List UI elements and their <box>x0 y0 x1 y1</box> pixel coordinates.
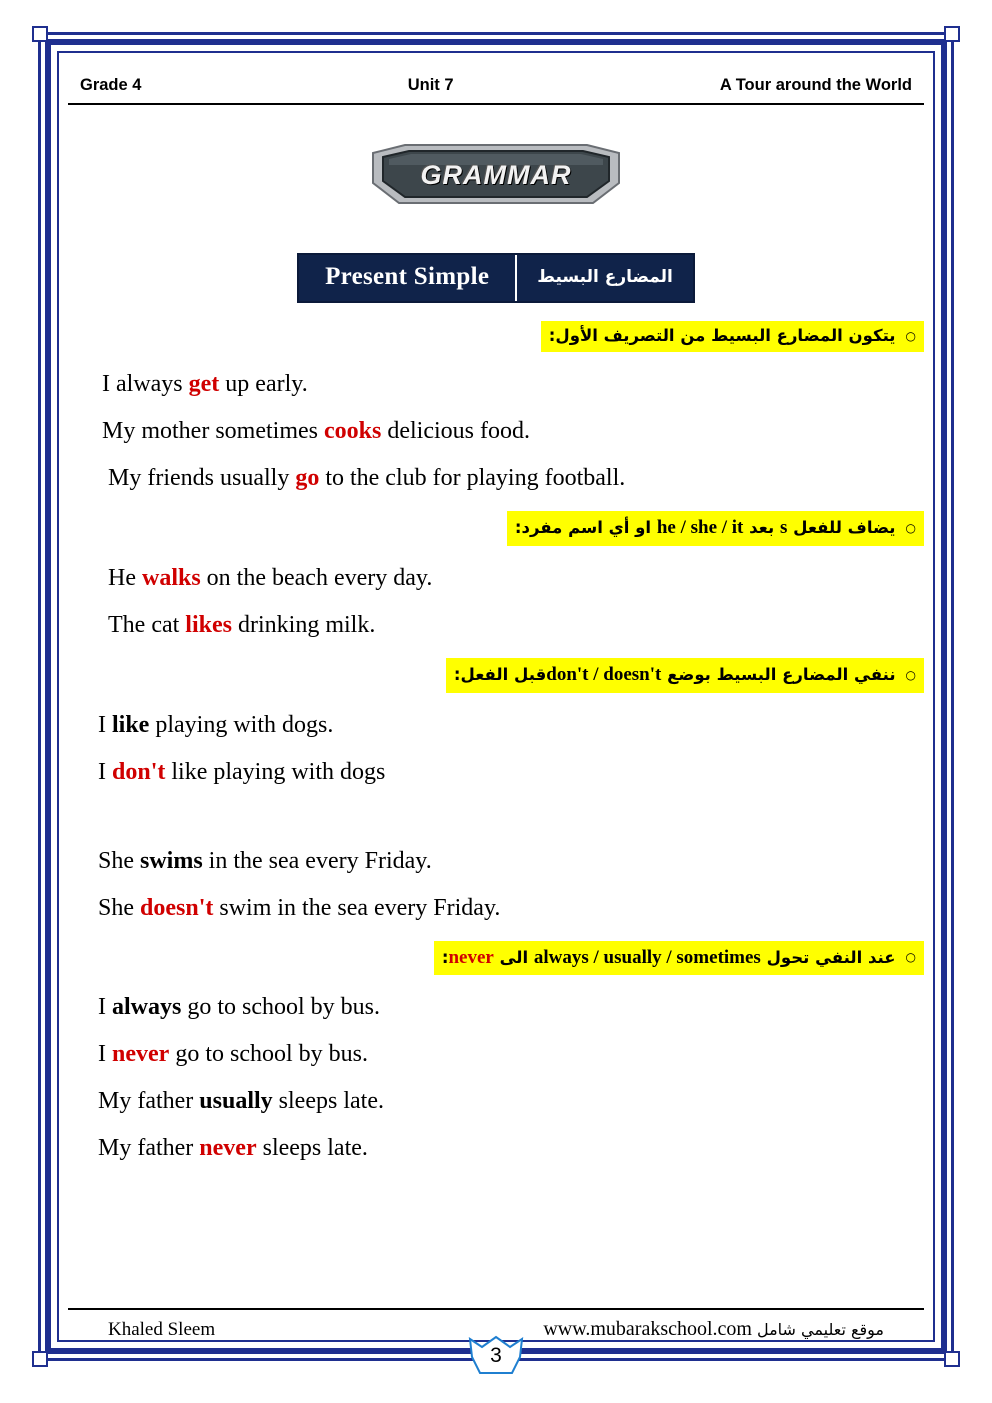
example-pre: I <box>98 994 112 1021</box>
page-content <box>68 62 924 1331</box>
example-keyword: never <box>112 1041 170 1068</box>
example-pre: My friends usually <box>108 465 296 492</box>
lesson-title-english: Present Simple <box>299 255 517 301</box>
example-pre: My mother sometimes <box>102 418 324 445</box>
example-4-2 <box>68 893 924 923</box>
page-number-text: 3 <box>490 1344 502 1367</box>
example-keyword: usually <box>199 1088 273 1115</box>
example-5-3 <box>68 1086 924 1116</box>
grammar-badge-shape <box>367 143 625 207</box>
example-keyword: doesn't <box>140 894 214 921</box>
grammar-banner <box>68 143 924 207</box>
lesson-title-box <box>297 253 695 303</box>
rule-row-1 <box>68 321 924 352</box>
example-pre: She <box>98 894 140 921</box>
example-5-4 <box>68 1133 924 1163</box>
header-grade: Grade 4 <box>80 76 142 94</box>
example-2-1 <box>68 563 924 593</box>
footer-website-url[interactable]: www.mubarakschool.com <box>543 1318 752 1340</box>
rule-1-text: يتكون المضارع البسيط من التصريف الأول: <box>548 326 896 345</box>
footer-author: Khaled Sleem <box>108 1319 216 1340</box>
example-post: swim in the sea every Friday. <box>213 894 501 921</box>
rule-row-4 <box>68 941 924 976</box>
example-post: in the sea every Friday. <box>202 847 432 874</box>
page-number-container <box>68 1335 924 1377</box>
grammar-banner-label: GRAMMAR <box>420 160 572 190</box>
example-post: like playing with dogs <box>165 758 386 785</box>
example-1-2 <box>68 416 924 446</box>
example-4-1 <box>68 846 924 876</box>
example-keyword: walks <box>141 564 201 591</box>
example-1-1 <box>68 369 924 399</box>
example-keyword: never <box>199 1135 257 1162</box>
rule-4-text: عند النفي تحول always / usually / sometimes الى never: <box>441 946 896 968</box>
rule-4 <box>434 941 924 976</box>
rule-3-text: ننفي المضارع البسيط بوضع don't / doesn'tقبل الفعل: <box>453 663 896 685</box>
example-pre: He <box>108 564 142 591</box>
example-post: up early. <box>219 371 308 398</box>
example-pre: I <box>98 711 112 738</box>
example-post: to the club for playing football. <box>319 465 626 492</box>
rule-row-3 <box>68 658 924 693</box>
corner-ornament-bottom-left <box>32 1351 48 1367</box>
example-pre: She <box>98 847 140 874</box>
footer-website-arabic: موقع تعليمي شامل <box>756 1320 884 1339</box>
example-keyword: likes <box>185 611 232 638</box>
rule-1 <box>541 321 924 352</box>
rule-2 <box>507 511 924 546</box>
rule-2-text: يضاف للفعل s بعد he / she / it او أي اسم مفرد: <box>514 517 896 539</box>
bullet-icon: ○ <box>905 667 916 682</box>
page-header <box>68 62 924 105</box>
example-pre: My father <box>98 1088 200 1115</box>
example-keyword: always <box>112 994 182 1021</box>
example-pre: The cat <box>108 611 186 638</box>
example-3-1 <box>68 710 924 740</box>
page-footer <box>68 1308 924 1367</box>
example-pre: I <box>98 758 112 785</box>
lesson-title-arabic: المضارع البسيط <box>537 267 673 287</box>
example-post: sleeps late. <box>256 1135 368 1162</box>
bullet-icon: ○ <box>905 521 916 536</box>
example-2-2 <box>68 610 924 640</box>
corner-ornament-bottom-right <box>944 1351 960 1367</box>
example-post: playing with dogs. <box>149 711 334 738</box>
header-topic: A Tour around the World <box>719 76 912 94</box>
bullet-icon: ○ <box>905 329 916 344</box>
example-pre: I <box>98 1041 112 1068</box>
example-keyword: cooks <box>323 418 382 445</box>
example-keyword: don't <box>112 758 166 785</box>
example-1-3 <box>68 463 924 493</box>
example-keyword: get <box>188 371 220 398</box>
example-post: delicious food. <box>381 418 530 445</box>
example-post: drinking milk. <box>231 611 376 638</box>
example-spacer <box>68 787 924 829</box>
corner-ornament-top-left <box>32 26 48 42</box>
example-keyword: swims <box>140 847 203 874</box>
example-post: go to school by bus. <box>181 994 381 1021</box>
example-keyword: go <box>295 465 320 492</box>
rule-3 <box>446 658 924 693</box>
header-unit: Unit 7 <box>407 76 454 94</box>
rule-row-2 <box>68 511 924 546</box>
example-5-2 <box>68 1039 924 1069</box>
example-5-1 <box>68 992 924 1022</box>
bullet-icon: ○ <box>905 950 916 965</box>
corner-ornament-top-right <box>944 26 960 42</box>
example-post: sleeps late. <box>272 1088 384 1115</box>
example-pre: My father <box>98 1135 200 1162</box>
example-3-2 <box>68 757 924 787</box>
example-keyword: like <box>112 711 150 738</box>
example-post: go to school by bus. <box>169 1041 368 1068</box>
example-pre: I always <box>102 371 189 398</box>
lesson-title <box>68 253 924 303</box>
page-number-badge <box>464 1335 528 1377</box>
example-post: on the beach every day. <box>200 564 433 591</box>
